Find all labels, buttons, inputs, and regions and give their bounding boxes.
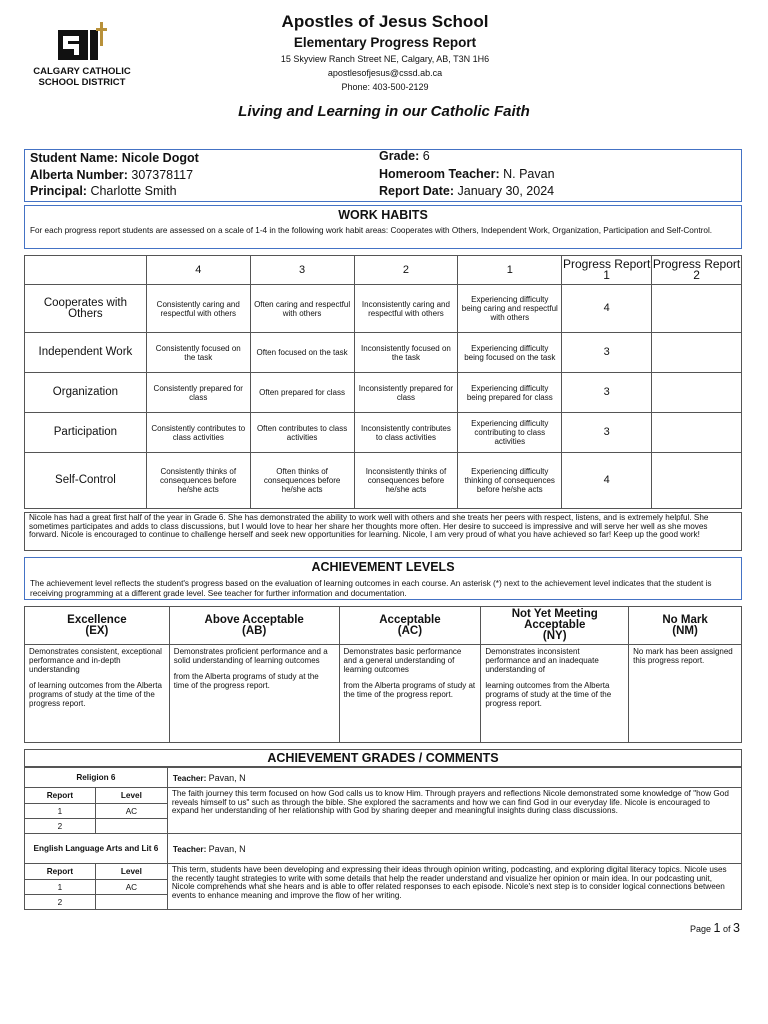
work-habits-comment: Nicole has had a great first half of the year in Grade 6. She has demonstrated the ability to work well with others and she treats her peers with respect, listens, and is extremely helpful. She sometimes participates and adds to class discussions, but I would love to hear her share her thoughts more often. Her desire to succeed is impressive and will serve her well as she moves forward. Nicole is encouraged to continue to challenge herself and seek new opportunities for learning. Nicole, I am very proud of what you have achieved so far! Keep up the good work! <box>24 512 742 551</box>
level-header: Not Yet Meeting Acceptable (NY) <box>481 607 629 645</box>
rubric-cell: Consistently thinks of consequences before he/she acts <box>146 453 250 509</box>
report-header: Report <box>25 788 96 804</box>
habit-label: Cooperates with Others <box>25 285 147 333</box>
homeroom-teacher-row: Homeroom Teacher: N. Pavan <box>379 167 555 181</box>
alberta-number-row: Alberta Number: 307378117 <box>30 168 194 182</box>
table-row <box>25 413 742 453</box>
work-habits-header <box>24 205 742 249</box>
level-value: AC <box>95 804 167 819</box>
achievement-grades-table <box>24 767 742 910</box>
rubric-cell: Inconsistently thinks of consequences before he/she acts <box>354 453 458 509</box>
col-header: Progress Report 1 <box>562 256 652 285</box>
progress-report-1-value: 3 <box>562 333 652 373</box>
work-habits-table <box>24 255 742 509</box>
rubric-cell: Often focused on the task <box>250 333 354 373</box>
rubric-cell: Inconsistently contributes to class activities <box>354 413 458 453</box>
progress-report-2-value <box>652 373 742 413</box>
subject-name: English Language Arts and Lit 6 <box>25 834 168 864</box>
table-row <box>25 453 742 509</box>
col-header: Progress Report 2 <box>652 256 742 285</box>
subject-comment: The faith journey this term focused on how God calls us to know Him. Through prayers and reflections Nicole demonstrated some knowledge of "how God reveals himself to us" such as through the bible. She explored the sacraments and how we can find God in our everyday life. Nicole is encouraged to expand her understanding of her relationship with God by sharing deeper and meaningful insights during class discussions. <box>167 788 741 834</box>
table-row <box>25 285 742 333</box>
report-header <box>0 0 768 145</box>
report-header: Report <box>25 864 96 880</box>
col-header: 1 <box>458 256 562 285</box>
progress-report-2-value <box>652 333 742 373</box>
habit-label: Independent Work <box>25 333 147 373</box>
achievement-grades-title: ACHIEVEMENT GRADES / COMMENTS <box>24 749 742 767</box>
report-title: Elementary Progress Report <box>293 35 477 50</box>
student-name-row: Student Name: Nicole Dogot <box>30 151 199 165</box>
progress-report-1-value: 4 <box>562 453 652 509</box>
rubric-cell: Consistently caring and respectful with others <box>146 285 250 333</box>
rubric-cell: Consistently focused on the task <box>146 333 250 373</box>
habit-label: Organization <box>25 373 147 413</box>
rubric-cell: Experiencing difficulty being prepared for class <box>458 373 562 413</box>
level-description: Demonstrates inconsistent performance and an inadequate understanding of learning outcomes from the Alberta programs of study at the time of the progress report. <box>481 645 629 743</box>
level-value <box>95 895 167 910</box>
rubric-cell: Inconsistently caring and respectful with others <box>354 285 458 333</box>
table-row <box>25 333 742 373</box>
principal-row: Principal: Charlotte Smith <box>30 184 177 198</box>
report-number: 1 <box>25 880 96 895</box>
school-address: 15 Skyview Ranch Street NE, Calgary, AB, T3N 1H6 <box>280 54 490 64</box>
motto: Living and Learning in our Catholic Faith <box>238 103 530 120</box>
level-header: No Mark (NM) <box>629 607 742 645</box>
level-header: Level <box>95 864 167 880</box>
rubric-cell: Experiencing difficulty contributing to class activities <box>458 413 562 453</box>
col-header: 2 <box>354 256 458 285</box>
level-description: Demonstrates basic performance and a general understanding of learning outcomes from the Alberta programs of study at the time of the progress report. <box>339 645 481 743</box>
level-description: Demonstrates proficient performance and a solid understanding of learning outcomes from the Alberta programs of study at the time of the progress report. <box>169 645 339 743</box>
rubric-cell: Often prepared for class <box>250 373 354 413</box>
work-habits-intro: For each progress report students are assessed on a scale of 1-4 in the following work habit areas: Cooperates with Others, Independent Work, Organization, Participation and Self-Control. <box>30 226 713 235</box>
school-email: apostlesofjesus@cssd.ab.ca <box>327 68 443 78</box>
rubric-cell: Inconsistently prepared for class <box>354 373 458 413</box>
level-value: AC <box>95 880 167 895</box>
rubric-cell: Often thinks of consequences before he/she acts <box>250 453 354 509</box>
rubric-cell: Inconsistently focused on the task <box>354 333 458 373</box>
subject-teacher: Teacher: Pavan, N <box>167 834 741 864</box>
rubric-cell: Often caring and respectful with others <box>250 285 354 333</box>
report-number: 2 <box>25 895 96 910</box>
col-header: 4 <box>146 256 250 285</box>
progress-report-2-value <box>652 413 742 453</box>
rubric-cell: Experiencing difficulty being focused on the task <box>458 333 562 373</box>
cross-logo-icon <box>54 20 110 66</box>
level-header: Excellence (EX) <box>25 607 170 645</box>
level-value <box>95 819 167 834</box>
school-phone: Phone: 403-500-2129 <box>341 82 429 92</box>
rubric-cell: Often contributes to class activities <box>250 413 354 453</box>
level-description: No mark has been assigned this progress report. <box>629 645 742 743</box>
rubric-cell: Experiencing difficulty thinking of consequences before he/she acts <box>458 453 562 509</box>
grade-row: Grade: 6 <box>379 149 430 163</box>
page-number: Page 1 of 3 <box>690 921 740 935</box>
subject-name: Religion 6 <box>25 768 168 788</box>
achievement-levels-intro: The achievement level reflects the student's progress based on the evaluation of learning outcomes in each course. An asterisk (*) next to the achievement level indicates that the student is receiving programming at a different grade level. See teacher for further information and documentation. <box>30 579 712 598</box>
progress-report-1-value: 3 <box>562 413 652 453</box>
empty-header <box>25 256 147 285</box>
level-header: Level <box>95 788 167 804</box>
subject-comment: This term, students have been developing and expressing their ideas through opinion writing, podcasting, and exploring digital literacy topics. Nicole uses the recently taught strategies to write with some details that help the reader understand and visualize her opinion or main idea. In our podcasting unit, Nicole comprehends what she hears and is able to offer related responses to each episode. Nicole's next step is to consider logical connections between events to enhance meaning and improve the flow of her writing. <box>167 864 741 910</box>
district-logo <box>26 14 138 94</box>
report-number: 1 <box>25 804 96 819</box>
habit-label: Self-Control <box>25 453 147 509</box>
progress-report-1-value: 4 <box>562 285 652 333</box>
level-header: Above Acceptable (AB) <box>169 607 339 645</box>
rubric-cell: Consistently contributes to class activities <box>146 413 250 453</box>
report-date-row: Report Date: January 30, 2024 <box>379 184 555 198</box>
progress-report-2-value <box>652 453 742 509</box>
table-row <box>25 373 742 413</box>
achievement-levels-table <box>24 606 742 743</box>
district-name: CALGARY CATHOLIC SCHOOL DISTRICT <box>33 66 131 88</box>
work-habits-title: WORK HABITS <box>338 208 428 222</box>
habit-label: Participation <box>25 413 147 453</box>
school-name: Apostles of Jesus School <box>281 12 489 31</box>
col-header: 3 <box>250 256 354 285</box>
level-description: Demonstrates consistent, exceptional performance and in-depth understanding of learning outcomes from the Alberta programs of study at the time of the progress report. <box>25 645 170 743</box>
rubric-cell: Experiencing difficulty being caring and respectful with others <box>458 285 562 333</box>
achievement-levels-title: ACHIEVEMENT LEVELS <box>311 560 455 574</box>
progress-report-1-value: 3 <box>562 373 652 413</box>
level-header: Acceptable (AC) <box>339 607 481 645</box>
achievement-levels-header <box>24 557 742 600</box>
student-info <box>24 149 742 202</box>
report-number: 2 <box>25 819 96 834</box>
rubric-cell: Consistently prepared for class <box>146 373 250 413</box>
progress-report-2-value <box>652 285 742 333</box>
subject-teacher: Teacher: Pavan, N <box>167 768 741 788</box>
